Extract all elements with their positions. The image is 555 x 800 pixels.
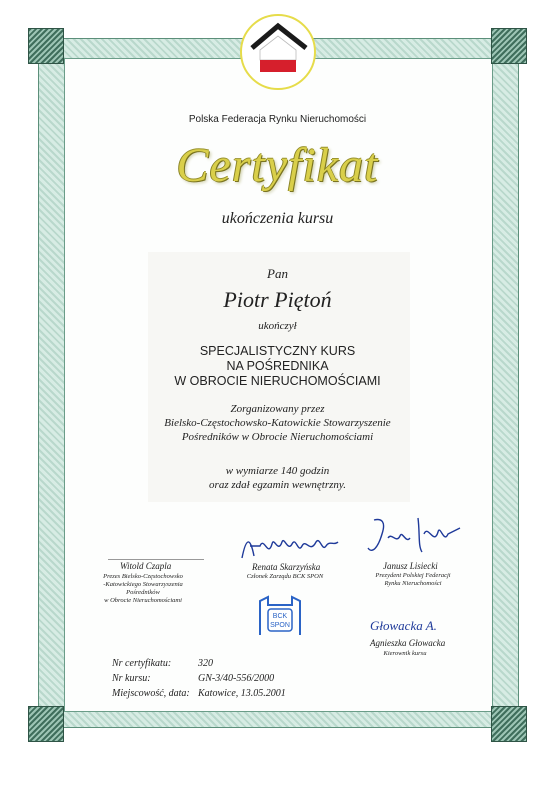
certificate-subtitle: ukończenia kursu [221, 210, 334, 227]
corner-ornament [28, 28, 64, 64]
signature-lisiecki [364, 514, 464, 558]
handwritten-signature: Głowacka A. [370, 618, 437, 633]
signatory-name: Witold Czapla [120, 561, 172, 571]
organizer-text [64, 402, 491, 444]
course-number-label: Nr kursu: [112, 673, 151, 684]
place-date: Katowice, 13.05.2001 [198, 688, 286, 699]
signatory-role: Członek Zarządu BCK SPON [246, 573, 324, 580]
course-number: GN-3/40-556/2000 [198, 673, 275, 684]
organizer-line: Zorganizowany przez [230, 403, 325, 415]
certificate-number-label: Nr certyfikatu: [112, 658, 172, 669]
bck-spon-logo [256, 595, 304, 637]
signatory-name: Janusz Lisiecki [383, 561, 438, 571]
organization-name: Polska Federacja Rynku Nieruchomości [188, 114, 367, 125]
signatory-role: Prezydent Polskiej Federacji Rynku Nieruchomości [375, 572, 451, 587]
corner-ornament [491, 706, 527, 742]
federation-logo [240, 14, 316, 90]
course-scope [64, 464, 491, 492]
certificate-title: Certyfikat [176, 139, 379, 192]
badge-line1: BCK [272, 613, 288, 620]
organizer-line: Bielsko-Częstochowsko-Katowickie Stowarzyszenie [164, 417, 391, 429]
corner-ornament [491, 28, 527, 64]
salutation: Pan [267, 266, 288, 281]
recipient-name: Piotr Piętoń [223, 287, 332, 312]
signatory-name: Agnieszka Głowacka [370, 638, 446, 648]
signatory-role: Kierownik kursu [383, 650, 427, 657]
signature-line [108, 559, 204, 560]
scope-line: w wymiarze 140 godzin [225, 465, 330, 477]
course-line: SPECJALISTYCZNY KURS [199, 344, 356, 358]
course-line: NA POŚREDNIKA [226, 359, 329, 373]
completed-text: ukończył [258, 320, 297, 332]
certificate-number: 320 [198, 658, 213, 669]
signatory-name: Renata Skarzyńska [252, 562, 321, 572]
corner-ornament [28, 706, 64, 742]
course-line: W OBROCIE NIERUCHOMOŚCIAMI [174, 374, 381, 388]
signatory-role: Prezes Bielsko-Częstochowsko -Katowickiego Stowarzyszenia Pośredników w Obrocie Nieruchomościami [103, 573, 183, 604]
signature-skarzynska [238, 532, 340, 562]
course-title [64, 344, 491, 389]
place-date-label: Miejscowość, data: [112, 688, 190, 699]
organizer-line: Pośredników w Obrocie Nieruchomościami [181, 431, 374, 443]
scope-line: oraz zdał egzamin wewnętrzny. [209, 479, 346, 491]
badge-line2: SPON [270, 622, 290, 629]
